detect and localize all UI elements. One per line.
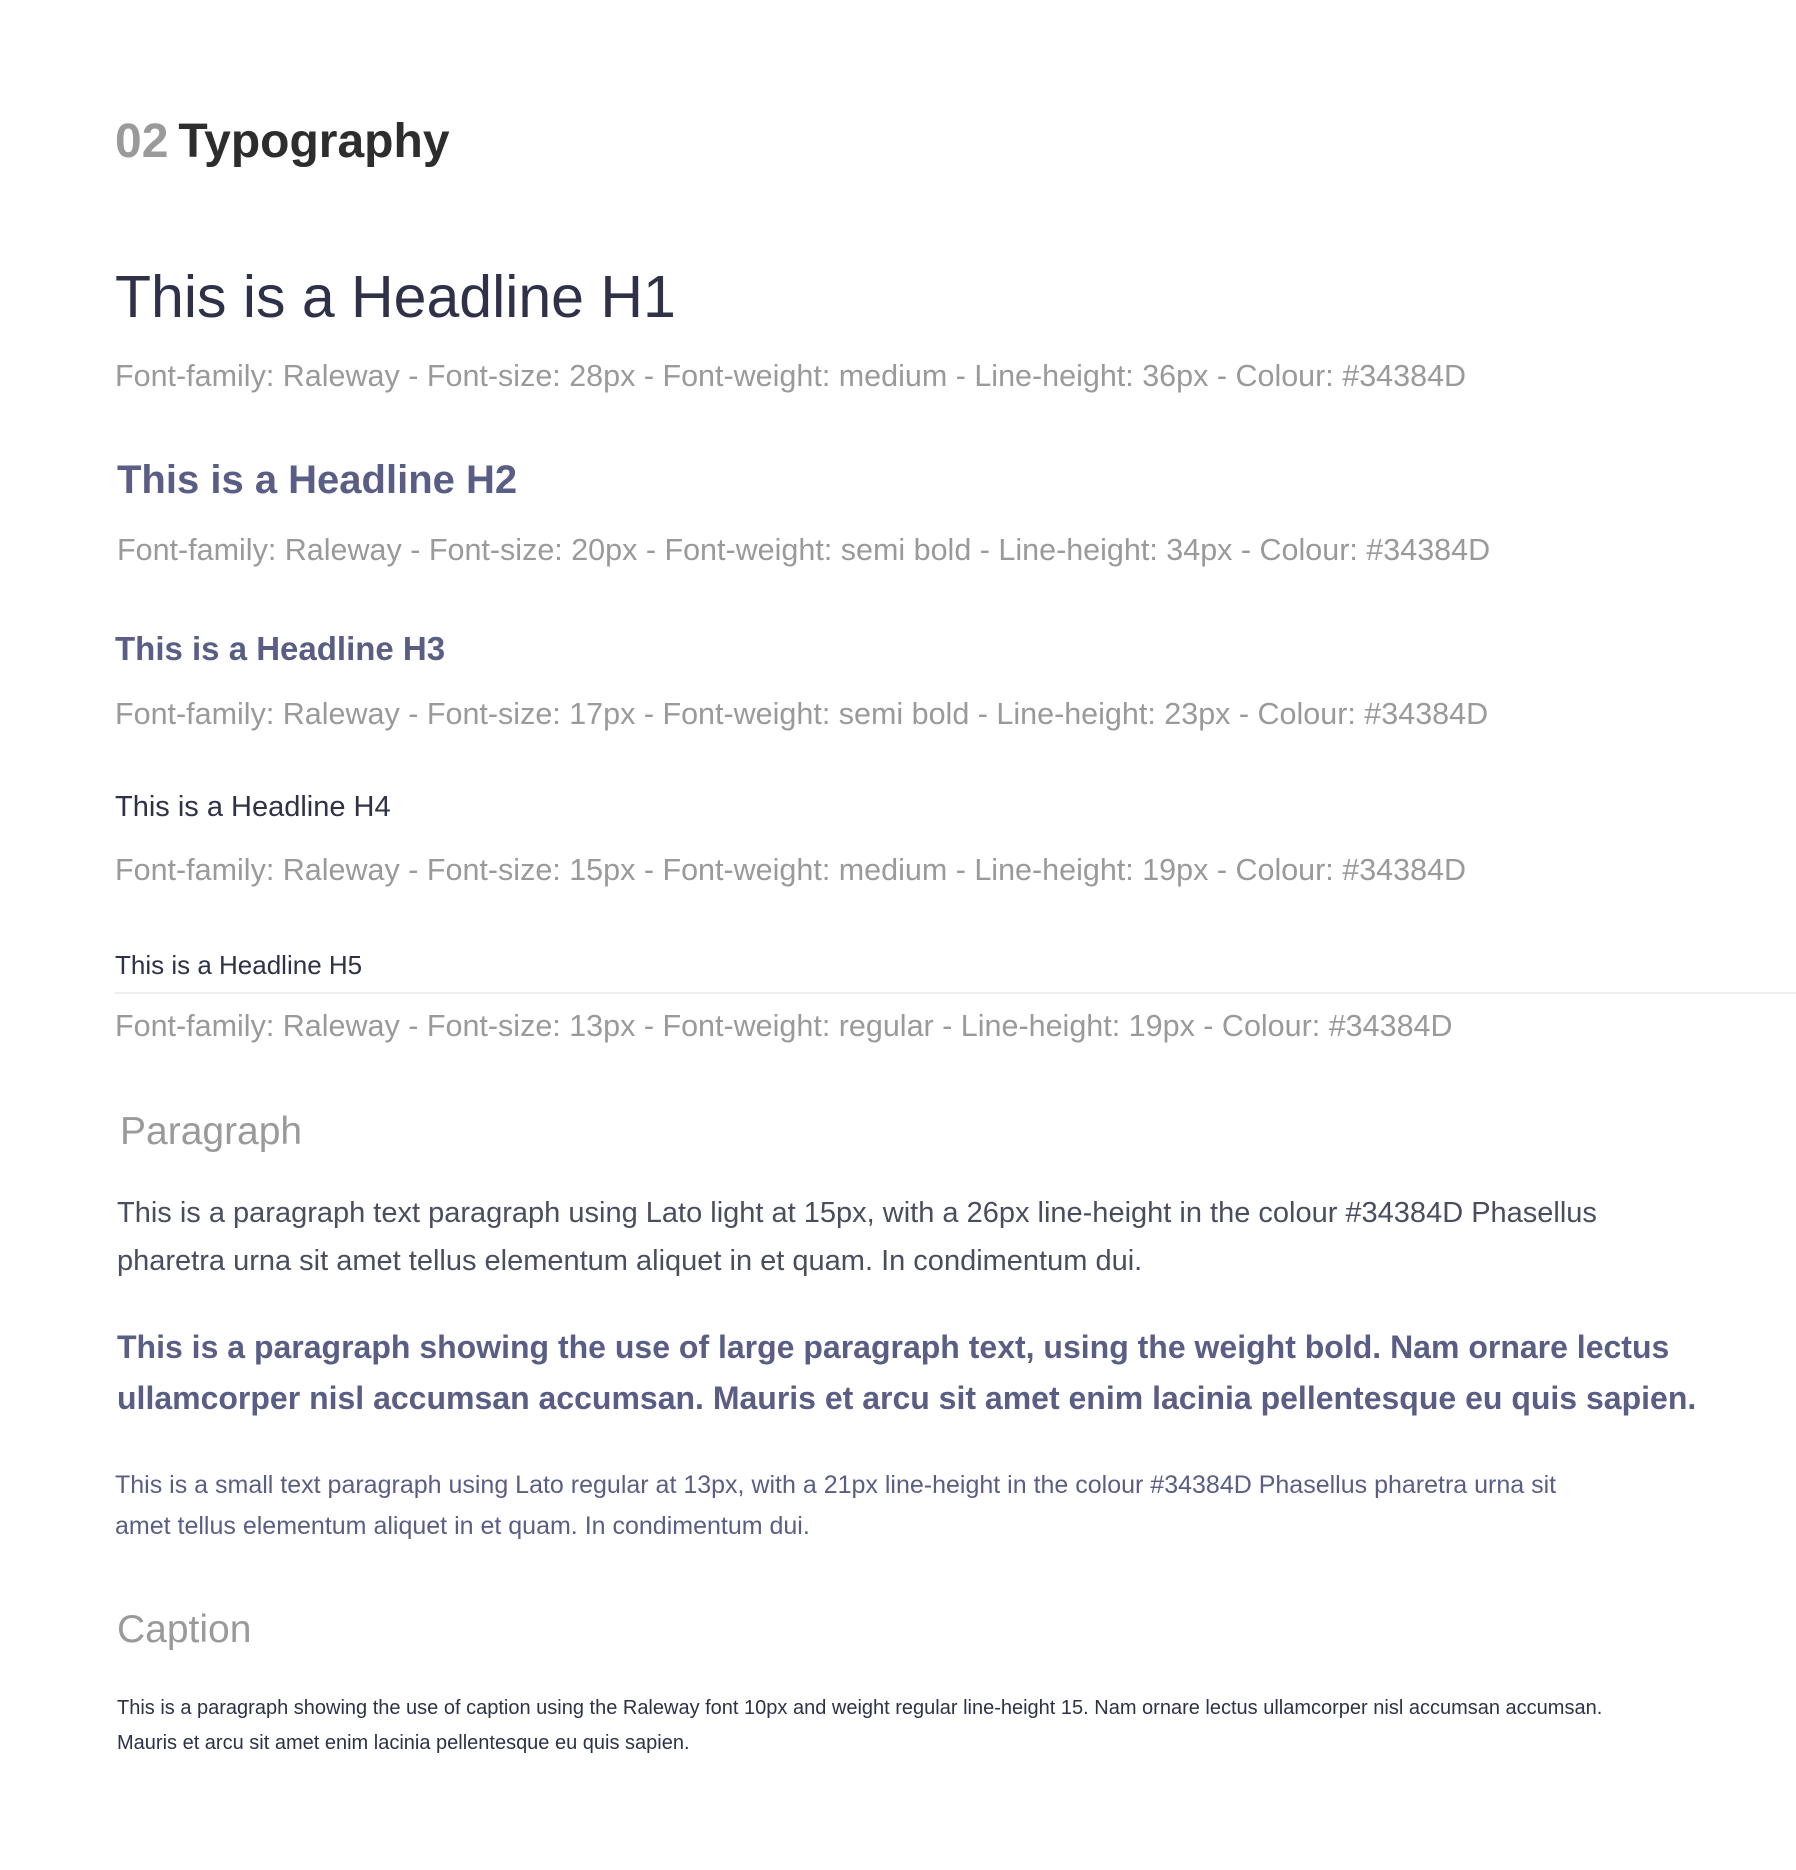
headline-h4-spec: Font-family: Raleway - Font-size: 15px - Font-weight: medium - Line-height: 19px - Colour: #34384D bbox=[115, 853, 1467, 887]
divider bbox=[115, 992, 1796, 994]
headline-h1-spec: Font-family: Raleway - Font-size: 28px - Font-weight: medium - Line-height: 36px - Colour: #34384D bbox=[115, 359, 1467, 393]
paragraph-heading: Paragraph bbox=[120, 1110, 303, 1153]
caption-heading: Caption bbox=[117, 1608, 252, 1651]
section-title bbox=[115, 112, 450, 172]
caption-sample: This is a paragraph showing the use of caption using the Raleway font 10px and weight regular line-height 15. Nam ornare lectus ullamcorper nisl accumsan accumsan. Mauris et arcu sit amet enim lacinia pellentesque eu quis sapien. bbox=[117, 1697, 1603, 1754]
headline-h3-sample: This is a Headline H3 bbox=[115, 630, 446, 667]
headline-h3-spec: Font-family: Raleway - Font-size: 17px - Font-weight: semi bold - Line-height: 23px - Colour: #34384D bbox=[115, 697, 1489, 731]
headline-h1-sample: This is a Headline H1 bbox=[115, 264, 676, 330]
headline-h2-spec: Font-family: Raleway - Font-size: 20px - Font-weight: semi bold - Line-height: 34px - Colour: #34384D bbox=[117, 533, 1491, 567]
paragraph-light-sample: This is a paragraph text paragraph using Lato light at 15px, with a 26px line-height in the colour #34384D Phasellus pharetra urna sit amet tellus elementum aliquet in et quam. In condimentum dui. bbox=[117, 1197, 1597, 1277]
paragraph-bold-sample: This is a paragraph showing the use of large paragraph text, using the weight bold. Nam ornare lectus ullamcorper nisl accumsan accumsan. Mauris et arcu sit amet enim lacinia pellentesque eu quis sapien. bbox=[117, 1329, 1697, 1416]
section-title-text: Typography bbox=[178, 115, 450, 168]
section-number: 02 bbox=[115, 115, 169, 168]
headline-h5-spec: Font-family: Raleway - Font-size: 13px - Font-weight: regular - Line-height: 19px - Colour: #34384D bbox=[115, 1009, 1453, 1043]
paragraph-small-sample: This is a small text paragraph using Lato regular at 13px, with a 21px line-height in the colour #34384D Phasellus pharetra urna sit amet tellus elementum aliquet in et quam. In condimentum dui. bbox=[115, 1471, 1557, 1540]
headline-h5-sample: This is a Headline H5 bbox=[115, 950, 363, 980]
headline-h4-sample: This is a Headline H4 bbox=[115, 791, 391, 823]
headline-h2-sample: This is a Headline H2 bbox=[117, 458, 518, 502]
